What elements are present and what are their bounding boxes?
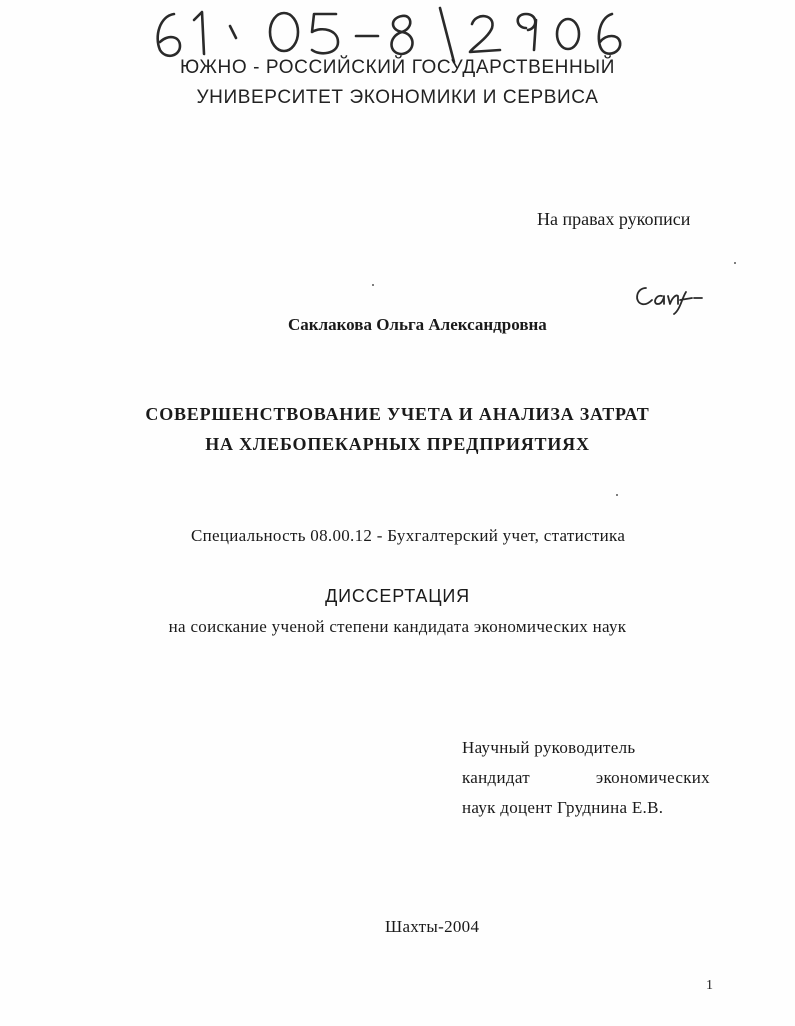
scan-speck [616, 494, 618, 496]
scan-speck [734, 262, 736, 264]
author-signature [632, 280, 704, 316]
advisor-degree-line [462, 768, 710, 788]
author-name: Саклакова Ольга Александровна [288, 315, 547, 334]
handwritten-archive-code [150, 6, 630, 64]
city-year: Шахты-2004 [385, 917, 480, 936]
dissertation-title-line-2: НА ХЛЕБОПЕКАРНЫХ ПРЕДПРИЯТИЯХ [205, 434, 590, 454]
dissertation-title-line-1: СОВЕРШЕНСТВОВАНИЕ УЧЕТА И АНАЛИЗА ЗАТРАТ [145, 404, 650, 424]
university-name-line-1: ЮЖНО - РОССИЙСКИЙ ГОСУДАРСТВЕННЫЙ [180, 57, 615, 78]
advisor-name-line: наук доцент Груднина Е.В. [462, 798, 664, 817]
manuscript-rights-note: На правах рукописи [537, 209, 691, 229]
advisor-degree-right: экономических [595, 768, 710, 787]
page-number: 1 [706, 978, 713, 993]
specialty-line: Специальность 08.00.12 - Бухгалтерский учет, статистика [191, 526, 626, 545]
advisor-degree-left: кандидат [462, 768, 530, 787]
advisor-label: Научный руководитель [462, 738, 636, 757]
work-type-heading: ДИССЕРТАЦИЯ [325, 586, 470, 606]
university-name-line-2: УНИВЕРСИТЕТ ЭКОНОМИКИ И СЕРВИСА [196, 87, 599, 108]
scan-speck [372, 284, 374, 286]
degree-line: на соискание ученой степени кандидата экономических наук [168, 617, 627, 636]
